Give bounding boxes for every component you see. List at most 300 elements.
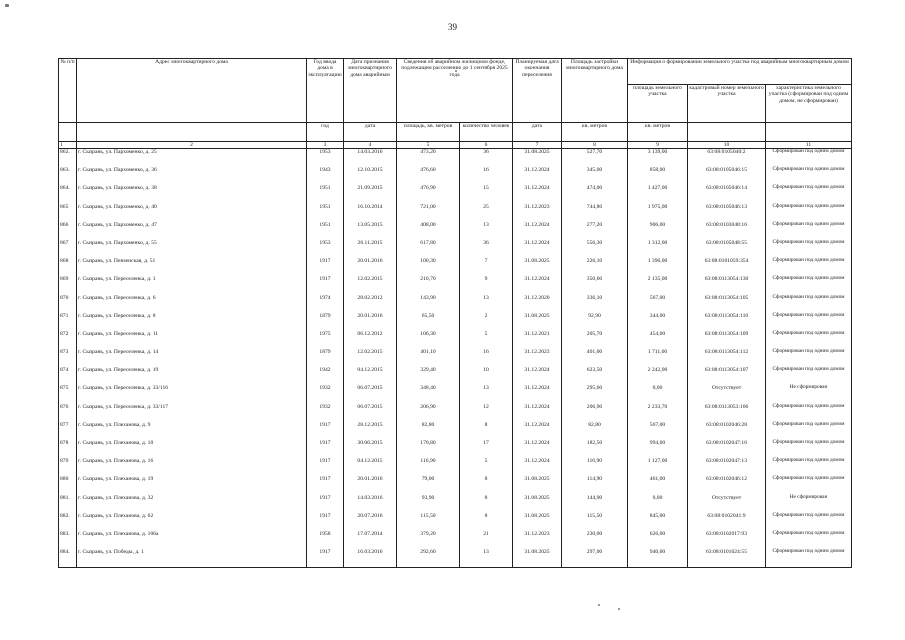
row-number: 869 <box>59 276 77 294</box>
row-cadastral-number: 63:08:0102047:16 <box>688 440 766 458</box>
row-people: 13 <box>460 549 513 568</box>
row-cadastral-number: 63:08:0113054:107 <box>688 367 766 385</box>
row-cadastral-number: 63:08:0102046:12 <box>688 476 766 494</box>
table-row <box>59 495 852 513</box>
row-address: г. Сызрань, ул. Переселенка, д. 6 <box>77 295 307 313</box>
row-address: г. Сызрань, ул. Пархоменко, д. 47 <box>77 222 307 240</box>
unit-cell <box>77 123 307 142</box>
row-address: г. Сызрань, ул. Плеханова, д. 10 <box>77 440 307 458</box>
table-body <box>59 149 852 568</box>
row-land-area: 906,00 <box>628 222 688 240</box>
row-area: 348,40 <box>397 385 460 403</box>
row-building-area: 226,10 <box>562 258 628 276</box>
row-people: 5 <box>460 458 513 476</box>
row-land-area: 454,00 <box>628 331 688 349</box>
row-year: 1917 <box>307 440 344 458</box>
row-area: 82,80 <box>397 422 460 440</box>
row-people: 8 <box>460 495 513 513</box>
row-people: 7 <box>460 258 513 276</box>
row-land-area: 2 233,70 <box>628 404 688 422</box>
table-row <box>59 222 852 240</box>
row-land-status: Сформирован под одним домом <box>766 331 852 349</box>
row-address: г. Сызрань, ул. Пархоменко, д. 36 <box>77 167 307 185</box>
row-address: г. Сызрань, ул. Плеханова, д. 9 <box>77 422 307 440</box>
row-people: 8 <box>460 422 513 440</box>
header-land-characteristic: характеристика земельного участка (сформирован под одним домом, не сформирован) <box>766 85 852 123</box>
row-land-status: Сформирован под одним домом <box>766 349 852 367</box>
row-recognition-date: 04.12.2015 <box>344 458 397 476</box>
row-building-area: 182,50 <box>562 440 628 458</box>
row-year: 1917 <box>307 422 344 440</box>
row-planned-date: 31.12.2024 <box>513 422 562 440</box>
row-land-status: Сформирован под одним домом <box>766 149 852 168</box>
row-land-status: Сформирован под одним домом <box>766 204 852 222</box>
row-number: 862. <box>59 149 77 168</box>
row-recognition-date: 28.02.2012 <box>344 295 397 313</box>
row-people: 16 <box>460 167 513 185</box>
row-planned-date: 31.08.2025 <box>513 476 562 494</box>
row-year: 1917 <box>307 476 344 494</box>
row-year: 1958 <box>307 531 344 549</box>
table-row <box>59 367 852 385</box>
row-year: 1951 <box>307 185 344 203</box>
row-land-area: 858,00 <box>628 167 688 185</box>
column-number: 2 <box>77 142 307 149</box>
row-recognition-date: 12.02.2015 <box>344 276 397 294</box>
row-address: г. Сызрань, ул. Плеханова, д. 16 <box>77 458 307 476</box>
row-year: 1917 <box>307 258 344 276</box>
table-row <box>59 276 852 294</box>
row-people: 17 <box>460 440 513 458</box>
table-row <box>59 295 852 313</box>
row-recognition-date: 20.07.2016 <box>344 513 397 531</box>
table-row <box>59 549 852 568</box>
row-people: 5 <box>460 331 513 349</box>
row-year: 1953 <box>307 240 344 258</box>
row-building-area: 297,00 <box>562 549 628 568</box>
row-building-area: 623,50 <box>562 367 628 385</box>
row-address: г. Сызрань, ул. Пархоменко, д. 38 <box>77 185 307 203</box>
row-people: 8 <box>460 513 513 531</box>
row-year: 1953 <box>307 149 344 168</box>
row-cadastral-number: 63:08:0113054:112 <box>688 349 766 367</box>
row-cadastral-number: 63:08:0105046:13 <box>688 204 766 222</box>
row-land-status: Сформирован под одним домом <box>766 222 852 240</box>
row-cadastral-number: 63:08:0105046:14 <box>688 185 766 203</box>
row-land-status: Сформирован под одним домом <box>766 167 852 185</box>
row-area: 93,90 <box>397 495 460 513</box>
row-planned-date: 31.12.2024 <box>513 404 562 422</box>
row-address: г. Сызрань, ул. Плеханова, д. 106а <box>77 531 307 549</box>
row-people: 2 <box>460 313 513 331</box>
header-building-area: Площадь застройки многоквартирного дома <box>562 59 628 123</box>
row-year: 1974 <box>307 295 344 313</box>
header-emergency-fund: Сведения об аварийном жилищном фонде, подлежащем расселению до 1 сентября 2025 года <box>397 59 513 123</box>
row-land-status: Сформирован под одним домом <box>766 185 852 203</box>
row-land-status: Не сформирован <box>766 385 852 403</box>
row-land-status: Сформирован под одним домом <box>766 240 852 258</box>
row-land-area: 567,00 <box>628 295 688 313</box>
column-number: 6 <box>460 142 513 149</box>
table-row <box>59 149 852 168</box>
row-planned-date: 31.12.2021 <box>513 331 562 349</box>
header-address: Адрес многоквартирного дома <box>77 59 307 123</box>
row-building-area: 474,00 <box>562 185 628 203</box>
row-land-area: 994,00 <box>628 440 688 458</box>
row-land-status: Сформирован под одним домом <box>766 458 852 476</box>
row-planned-date: 31.12.2024 <box>513 222 562 240</box>
row-land-area: 940,00 <box>628 549 688 568</box>
row-area: 116,90 <box>397 458 460 476</box>
unit-land-sqm: кв. метров <box>628 123 688 142</box>
row-cadastral-number: 63:08:0113054:130 <box>688 276 766 294</box>
row-planned-date: 31.12.2020 <box>513 295 562 313</box>
row-area: 65,50 <box>397 313 460 331</box>
row-year: 1943 <box>307 167 344 185</box>
header-land-area: площадь земельного участка <box>628 85 688 123</box>
row-planned-date: 31.08.2025 <box>513 258 562 276</box>
unit-people: количество человек <box>460 123 513 142</box>
row-building-area: 345,00 <box>562 167 628 185</box>
row-area: 617,80 <box>397 240 460 258</box>
table-row <box>59 349 852 367</box>
page-number: 39 <box>448 22 457 32</box>
row-cadastral-number: 63:08:0102041:9 <box>688 513 766 531</box>
column-number: 7 <box>513 142 562 149</box>
row-building-area: 114,90 <box>562 476 628 494</box>
table-row <box>59 458 852 476</box>
column-number: 8 <box>562 142 628 149</box>
row-recognition-date: 28.12.2015 <box>344 422 397 440</box>
row-building-area: 350,60 <box>562 276 628 294</box>
row-recognition-date: 20.01.2016 <box>344 258 397 276</box>
row-people: 8 <box>460 476 513 494</box>
row-building-area: 527,70 <box>562 149 628 168</box>
row-land-status: Сформирован под одним домом <box>766 513 852 531</box>
table-row <box>59 404 852 422</box>
row-number: 881. <box>59 495 77 513</box>
row-year: 1879 <box>307 349 344 367</box>
row-building-area: 115,50 <box>562 513 628 531</box>
unit-plan-date: дата <box>513 123 562 142</box>
row-land-status: Сформирован под одним домом <box>766 531 852 549</box>
row-address: г. Сызрань, ул. Переселенка, д. 14 <box>77 349 307 367</box>
row-people: 10 <box>460 367 513 385</box>
row-area: 79,00 <box>397 476 460 494</box>
row-year: 1917 <box>307 495 344 513</box>
row-area: 100,30 <box>397 258 460 276</box>
row-address: г. Сызрань, ул. Переселенка, д. 1 <box>77 276 307 294</box>
header-recognition-date: Дата признания многоквартирного дома аварийным <box>344 59 397 123</box>
row-building-area: 230,00 <box>562 531 628 549</box>
row-number: 878 <box>59 440 77 458</box>
row-recognition-date: 06.07.2015 <box>344 404 397 422</box>
unit-cell <box>59 123 77 142</box>
row-number: 875 <box>59 385 77 403</box>
row-people: 25 <box>460 204 513 222</box>
column-number: 11 <box>766 142 852 149</box>
row-planned-date: 31.12.2024 <box>513 167 562 185</box>
row-year: 1951 <box>307 222 344 240</box>
row-planned-date: 31.12.2024 <box>513 185 562 203</box>
row-number: 884. <box>59 549 77 568</box>
row-area: 106,30 <box>397 331 460 349</box>
row-planned-date: 31.12.2023 <box>513 349 562 367</box>
row-number: 867 <box>59 240 77 258</box>
row-number: 864. <box>59 185 77 203</box>
row-people: 13 <box>460 295 513 313</box>
row-building-area: 206,90 <box>562 404 628 422</box>
row-land-area: 1 312,00 <box>628 240 688 258</box>
row-area: 476,90 <box>397 185 460 203</box>
table-row <box>59 385 852 403</box>
row-recognition-date: 26.11.2015 <box>344 240 397 258</box>
row-year: 1917 <box>307 458 344 476</box>
row-year: 1942 <box>307 367 344 385</box>
row-land-status: Сформирован под одним домом <box>766 295 852 313</box>
row-area: 379,20 <box>397 531 460 549</box>
row-land-area: 567,00 <box>628 422 688 440</box>
row-land-area: 1 396,00 <box>628 258 688 276</box>
unit-area: площадь, кв. метров <box>397 123 460 142</box>
row-recognition-date: 20.01.2016 <box>344 313 397 331</box>
row-land-status: Сформирован под одним домом <box>766 404 852 422</box>
row-recognition-date: 14.03.2016 <box>344 495 397 513</box>
row-number: 870 <box>59 295 77 313</box>
row-cadastral-number: 63:08:0105046:15 <box>688 167 766 185</box>
column-number: 9 <box>628 142 688 149</box>
row-cadastral-number: 63:08:0102046:28 <box>688 422 766 440</box>
table-row <box>59 513 852 531</box>
row-area: 408,00 <box>397 222 460 240</box>
row-number: 866 <box>59 222 77 240</box>
row-cadastral-number: Отсутствует <box>688 385 766 403</box>
row-planned-date: 31.08.2025 <box>513 495 562 513</box>
row-cadastral-number: 63:08:0101059:354 <box>688 258 766 276</box>
row-year: 1879 <box>307 313 344 331</box>
table-row <box>59 240 852 258</box>
unit-year: год <box>307 123 344 142</box>
row-planned-date: 31.08.2025 <box>513 513 562 531</box>
row-cadastral-number: Отсутствует <box>688 495 766 513</box>
row-address: г. Сызрань, ул. Плеханова, д. 62 <box>77 513 307 531</box>
row-building-area: 277,20 <box>562 222 628 240</box>
row-building-area: 401,00 <box>562 349 628 367</box>
row-building-area: 116,90 <box>562 458 628 476</box>
row-area: 721,00 <box>397 204 460 222</box>
row-number: 880 <box>59 476 77 494</box>
row-people: 13 <box>460 385 513 403</box>
row-number: 877 <box>59 422 77 440</box>
row-land-status: Сформирован под одним домом <box>766 313 852 331</box>
column-number: 3 <box>307 142 344 149</box>
row-planned-date: 31.08.2025 <box>513 549 562 568</box>
emergency-housing-table <box>58 58 852 568</box>
column-number: 5 <box>397 142 460 149</box>
row-year: 1917 <box>307 513 344 531</box>
row-land-status: Сформирован под одним домом <box>766 440 852 458</box>
row-people: 36 <box>460 240 513 258</box>
row-land-area: 1 127,00 <box>628 458 688 476</box>
table-row <box>59 331 852 349</box>
row-number: 873 <box>59 349 77 367</box>
row-address: г. Сызрань, ул. Плеханова, д. 32 <box>77 495 307 513</box>
row-building-area: 295,60 <box>562 385 628 403</box>
row-cadastral-number: 63:08:0103048:16 <box>688 222 766 240</box>
table-row <box>59 167 852 185</box>
table-row <box>59 313 852 331</box>
row-recognition-date: 21.09.2015 <box>344 185 397 203</box>
row-building-area: 744,80 <box>562 204 628 222</box>
row-planned-date: 31.12.2024 <box>513 385 562 403</box>
row-address: г. Сызрань, ул. Пархоменко, д. 55 <box>77 240 307 258</box>
table-row <box>59 185 852 203</box>
row-address: г. Сызрань, ул. Пархоменко, д. 25 <box>77 149 307 168</box>
row-planned-date: 31.12.2024 <box>513 276 562 294</box>
row-recognition-date: 12.10.2015 <box>344 167 397 185</box>
row-number: 876 <box>59 404 77 422</box>
scan-speck <box>598 604 600 606</box>
row-land-area: 461,00 <box>628 476 688 494</box>
row-address: г. Сызрань, ул. Переселенка, д. 33/117 <box>77 404 307 422</box>
row-cadastral-number: 63:08:0113054:105 <box>688 295 766 313</box>
row-area: 401,10 <box>397 349 460 367</box>
row-year: 1917 <box>307 276 344 294</box>
row-land-area: 0,00 <box>628 495 688 513</box>
header-year: Год ввода дома в эксплуатацию <box>307 59 344 123</box>
row-land-status: Сформирован под одним домом <box>766 276 852 294</box>
row-planned-date: 31.12.2024 <box>513 440 562 458</box>
column-number: 10 <box>688 142 766 149</box>
row-planned-date: 31.08.2025 <box>513 149 562 168</box>
row-land-area: 0,00 <box>628 385 688 403</box>
row-cadastral-number: 63:08:0101024:55 <box>688 549 766 568</box>
row-people: 12 <box>460 404 513 422</box>
row-building-area: 336,10 <box>562 295 628 313</box>
row-number: 879 <box>59 458 77 476</box>
row-number: 883. <box>59 531 77 549</box>
row-area: 206,90 <box>397 404 460 422</box>
row-planned-date: 31.12.2023 <box>513 204 562 222</box>
column-number: 1 <box>59 142 77 149</box>
row-people: 21 <box>460 531 513 549</box>
row-land-area: 2 135,00 <box>628 276 688 294</box>
row-number: 872 <box>59 331 77 349</box>
row-people: 16 <box>460 349 513 367</box>
row-cadastral-number: 63:08:0105040:2 <box>688 149 766 168</box>
row-recognition-date: 12.02.2015 <box>344 349 397 367</box>
unit-cell <box>688 123 766 142</box>
row-number: 874 <box>59 367 77 385</box>
scan-speck <box>5 4 9 7</box>
row-cadastral-number: 63:08:0113054:110 <box>688 313 766 331</box>
row-building-area: 82,80 <box>562 422 628 440</box>
unit-building-sqm: кв. метров <box>562 123 628 142</box>
header-number: № п/п <box>59 59 77 123</box>
row-planned-date: 31.12.2024 <box>513 367 562 385</box>
table-row <box>59 476 852 494</box>
row-number: 865 <box>59 204 77 222</box>
row-area: 292,60 <box>397 549 460 568</box>
row-recognition-date: 06.12.2012 <box>344 331 397 349</box>
row-year: 1932 <box>307 385 344 403</box>
row-planned-date: 31.12.2023 <box>513 531 562 549</box>
row-land-status: Сформирован под одним домом <box>766 422 852 440</box>
row-land-status: Сформирован под одним домом <box>766 549 852 568</box>
row-building-area: 205,70 <box>562 331 628 349</box>
unit-cell <box>766 123 852 142</box>
row-cadastral-number: 63:08:0105048:55 <box>688 240 766 258</box>
row-recognition-date: 20.01.2016 <box>344 476 397 494</box>
row-address: г. Сызрань, ул. Переселенка, д. 33/116 <box>77 385 307 403</box>
row-land-area: 626,00 <box>628 531 688 549</box>
row-address: г. Сызрань, ул. Победы, д. 1 <box>77 549 307 568</box>
row-area: 210,70 <box>397 276 460 294</box>
row-year: 1951 <box>307 204 344 222</box>
column-number-row <box>59 142 852 149</box>
row-land-status: Сформирован под одним домом <box>766 476 852 494</box>
row-address: г. Сызрань, ул. Переселенка, д. 8 <box>77 313 307 331</box>
row-building-area: 92,90 <box>562 313 628 331</box>
row-recognition-date: 04.12.2015 <box>344 367 397 385</box>
table-row <box>59 422 852 440</box>
row-land-status: Не сформирован <box>766 495 852 513</box>
row-people: 9 <box>460 276 513 294</box>
row-address: г. Сызрань, ул. Плеханова, д. 19 <box>77 476 307 494</box>
row-number: 863. <box>59 167 77 185</box>
row-land-status: Сформирован под одним домом <box>766 367 852 385</box>
row-people: 36 <box>460 149 513 168</box>
row-recognition-date: 13.05.2015 <box>344 222 397 240</box>
row-cadastral-number: 63:08:0102017:93 <box>688 531 766 549</box>
row-building-area: 556,30 <box>562 240 628 258</box>
row-land-area: 1 975,00 <box>628 204 688 222</box>
header-cadastral-number: кадастровый номер земельного участка <box>688 85 766 123</box>
row-number: 868 <box>59 258 77 276</box>
row-area: 115,50 <box>397 513 460 531</box>
table-row <box>59 531 852 549</box>
row-planned-date: 31.08.2025 <box>513 313 562 331</box>
row-recognition-date: 16.10.2014 <box>344 204 397 222</box>
row-land-area: 3 139,00 <box>628 149 688 168</box>
header-land-info: Информация о формировании земельного участка под аварийным многоквартирным домом <box>628 59 852 85</box>
row-planned-date: 31.12.2024 <box>513 458 562 476</box>
row-recognition-date: 16.03.2016 <box>344 549 397 568</box>
row-address: г. Сызрань, ул. Переселенка, д. 11 <box>77 331 307 349</box>
row-year: 1917 <box>307 549 344 568</box>
row-land-area: 1 427,00 <box>628 185 688 203</box>
unit-date: дата <box>344 123 397 142</box>
row-number: 871 <box>59 313 77 331</box>
row-year: 1975 <box>307 331 344 349</box>
row-recognition-date: 30.06.2015 <box>344 440 397 458</box>
row-area: 143,90 <box>397 295 460 313</box>
column-number: 4 <box>344 142 397 149</box>
table-row <box>59 204 852 222</box>
table-row <box>59 258 852 276</box>
row-recognition-date: 14.03.2016 <box>344 149 397 168</box>
row-recognition-date: 06.07.2015 <box>344 385 397 403</box>
row-cadastral-number: 63:08:0113053:106 <box>688 404 766 422</box>
row-address: г. Сызрань, ул. Пензенская, д. 51 <box>77 258 307 276</box>
row-people: 13 <box>460 222 513 240</box>
row-land-area: 2 242,00 <box>628 367 688 385</box>
row-recognition-date: 17.07.2014 <box>344 531 397 549</box>
row-people: 15 <box>460 185 513 203</box>
row-cadastral-number: 63:08:0113054:109 <box>688 331 766 349</box>
row-area: 170,80 <box>397 440 460 458</box>
row-area: 476,60 <box>397 167 460 185</box>
